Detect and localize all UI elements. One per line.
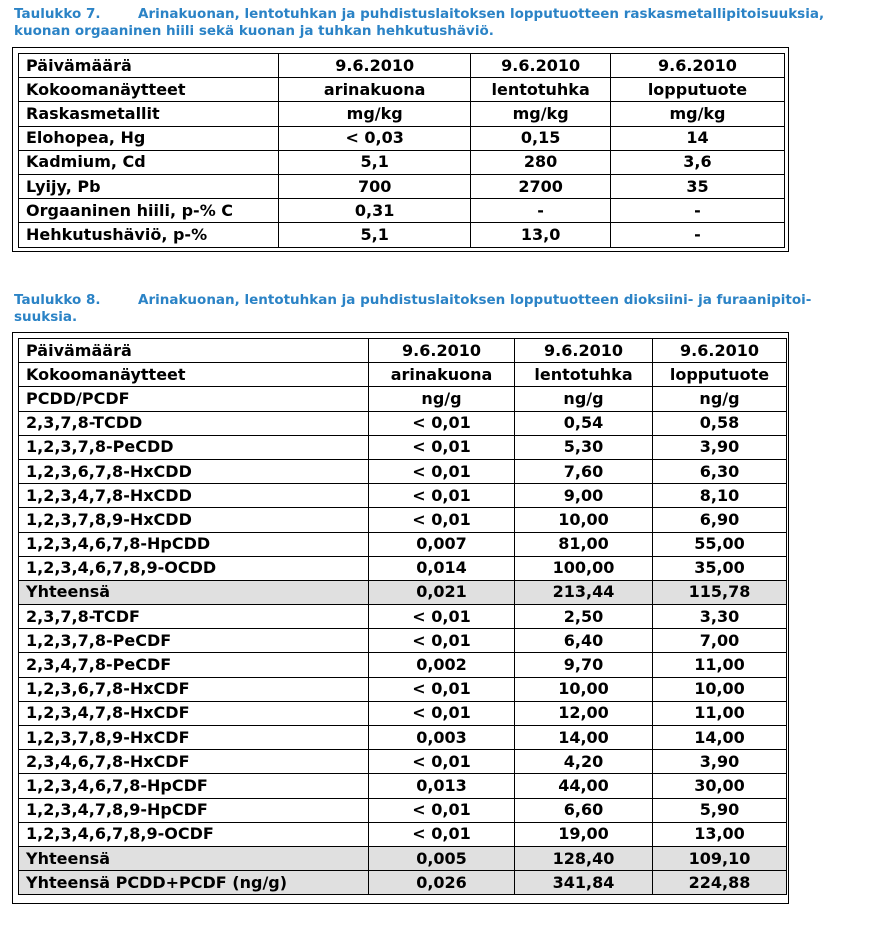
table-row xyxy=(19,605,787,629)
row-label: 1,2,3,4,7,8,9-HpCDF xyxy=(19,798,369,822)
table-row xyxy=(19,174,785,198)
row-label: 2,3,4,7,8-PeCDF xyxy=(19,653,369,677)
table-cell: ng/g xyxy=(369,387,515,411)
table-row xyxy=(19,459,787,483)
table-cell: 35,00 xyxy=(653,556,787,580)
table-cell: ng/g xyxy=(515,387,653,411)
table-cell: 3,30 xyxy=(653,605,787,629)
table8-number: Taulukko 8. xyxy=(14,292,101,308)
table-cell: 55,00 xyxy=(653,532,787,556)
table-cell: < 0,01 xyxy=(369,822,515,846)
table-cell: 3,90 xyxy=(653,435,787,459)
row-label: Raskasmetallit xyxy=(19,102,279,126)
table-cell: 9.6.2010 xyxy=(369,339,515,363)
row-label: 1,2,3,6,7,8-HxCDF xyxy=(19,677,369,701)
table-cell: arinakuona xyxy=(279,78,471,102)
table-cell: 224,88 xyxy=(653,871,787,895)
table-cell: 3,6 xyxy=(610,150,784,174)
row-label: PCDD/PCDF xyxy=(19,387,369,411)
table-cell: 6,30 xyxy=(653,459,787,483)
table-cell: 44,00 xyxy=(515,774,653,798)
table-row xyxy=(19,411,787,435)
table-cell: 5,30 xyxy=(515,435,653,459)
table-cell: < 0,01 xyxy=(369,750,515,774)
table-row xyxy=(19,798,787,822)
row-label: Kokoomanäytteet xyxy=(19,78,279,102)
row-label: Yhteensä PCDD+PCDF (ng/g) xyxy=(19,871,369,895)
table8 xyxy=(18,338,787,895)
table-cell: < 0,01 xyxy=(369,798,515,822)
table-row xyxy=(19,150,785,174)
table-cell: < 0,03 xyxy=(279,126,471,150)
row-label: Kokoomanäytteet xyxy=(19,363,369,387)
table-cell: 6,90 xyxy=(653,508,787,532)
table-cell: 14,00 xyxy=(653,726,787,750)
table-cell: 0,021 xyxy=(369,580,515,604)
table-cell: < 0,01 xyxy=(369,411,515,435)
table-cell: ng/g xyxy=(653,387,787,411)
table-cell: 0,013 xyxy=(369,774,515,798)
table-cell: - xyxy=(610,199,784,223)
row-label: 1,2,3,4,6,7,8-HpCDD xyxy=(19,532,369,556)
table-cell: 10,00 xyxy=(515,677,653,701)
table-row xyxy=(19,126,785,150)
table8-caption xyxy=(14,292,880,326)
table-cell: mg/kg xyxy=(610,102,784,126)
table-cell: 341,84 xyxy=(515,871,653,895)
table-row xyxy=(19,199,785,223)
table-cell: 9,00 xyxy=(515,484,653,508)
table-cell: < 0,01 xyxy=(369,677,515,701)
row-label: 2,3,7,8-TCDD xyxy=(19,411,369,435)
table-row xyxy=(19,846,787,870)
table-cell: 11,00 xyxy=(653,701,787,725)
table-cell: < 0,01 xyxy=(369,435,515,459)
row-label: 1,2,3,7,8-PeCDD xyxy=(19,435,369,459)
table8-caption-text: Arinakuonan, lentotuhkan ja puhdistuslaitoksen lopputuotteen dioksiini- ja furaanipitoi- xyxy=(138,292,812,308)
row-label: Yhteensä xyxy=(19,580,369,604)
table-cell: 9.6.2010 xyxy=(515,339,653,363)
table-cell: 0,31 xyxy=(279,199,471,223)
table-cell: 0,005 xyxy=(369,846,515,870)
table-cell: 5,1 xyxy=(279,150,471,174)
table-row xyxy=(19,339,787,363)
table8-frame xyxy=(12,332,789,904)
table-row xyxy=(19,223,785,247)
table-cell: 14 xyxy=(610,126,784,150)
table-cell: < 0,01 xyxy=(369,459,515,483)
table-row xyxy=(19,822,787,846)
table-cell: 13,0 xyxy=(471,223,611,247)
table-row xyxy=(19,653,787,677)
row-label: Päivämäärä xyxy=(19,54,279,78)
table-cell: 13,00 xyxy=(653,822,787,846)
table-row xyxy=(19,387,787,411)
table-cell: 3,90 xyxy=(653,750,787,774)
table-cell: 14,00 xyxy=(515,726,653,750)
table-cell: 2,50 xyxy=(515,605,653,629)
row-label: 1,2,3,6,7,8-HxCDD xyxy=(19,459,369,483)
table-cell: 9.6.2010 xyxy=(610,54,784,78)
table-cell: 0,007 xyxy=(369,532,515,556)
table-row xyxy=(19,750,787,774)
table-cell: < 0,01 xyxy=(369,508,515,532)
table7-frame xyxy=(12,47,789,252)
table-row xyxy=(19,54,785,78)
table7-caption xyxy=(14,6,880,40)
table-row xyxy=(19,701,787,725)
row-label: Elohopea, Hg xyxy=(19,126,279,150)
table-cell: < 0,01 xyxy=(369,629,515,653)
table-cell: 9.6.2010 xyxy=(471,54,611,78)
row-label: Kadmium, Cd xyxy=(19,150,279,174)
table-cell: 0,15 xyxy=(471,126,611,150)
table-cell: 7,00 xyxy=(653,629,787,653)
table-cell: 6,40 xyxy=(515,629,653,653)
table8-caption-line2: suuksia. xyxy=(14,309,78,325)
table-cell: 280 xyxy=(471,150,611,174)
table-row xyxy=(19,435,787,459)
table-cell: 100,00 xyxy=(515,556,653,580)
table-cell: 11,00 xyxy=(653,653,787,677)
table-cell: lentotuhka xyxy=(515,363,653,387)
row-label: Päivämäärä xyxy=(19,339,369,363)
table-cell: < 0,01 xyxy=(369,605,515,629)
row-label: Orgaaninen hiili, p-% C xyxy=(19,199,279,223)
row-label: 1,2,3,4,7,8-HxCDF xyxy=(19,701,369,725)
table-row xyxy=(19,774,787,798)
row-label: 1,2,3,7,8,9-HxCDD xyxy=(19,508,369,532)
table-cell: 5,1 xyxy=(279,223,471,247)
table-cell: 10,00 xyxy=(515,508,653,532)
table-cell: 128,40 xyxy=(515,846,653,870)
table-row xyxy=(19,556,787,580)
table8-caption-line1 xyxy=(14,292,880,309)
table-cell: lopputuote xyxy=(653,363,787,387)
row-label: 1,2,3,4,7,8-HxCDD xyxy=(19,484,369,508)
row-label: Hehkutushäviö, p-% xyxy=(19,223,279,247)
table-cell: 0,002 xyxy=(369,653,515,677)
table-cell: 30,00 xyxy=(653,774,787,798)
table-cell: 115,78 xyxy=(653,580,787,604)
table-cell: 8,10 xyxy=(653,484,787,508)
table-cell: lentotuhka xyxy=(471,78,611,102)
table-cell: 109,10 xyxy=(653,846,787,870)
table-cell: 213,44 xyxy=(515,580,653,604)
table-row xyxy=(19,629,787,653)
table-row xyxy=(19,677,787,701)
table-cell: 5,90 xyxy=(653,798,787,822)
row-label: 2,3,7,8-TCDF xyxy=(19,605,369,629)
table-row xyxy=(19,580,787,604)
table-row xyxy=(19,363,787,387)
row-label: 1,2,3,7,8,9-HxCDF xyxy=(19,726,369,750)
table7-caption-text: Arinakuonan, lentotuhkan ja puhdistuslaitoksen lopputuotteen raskasmetallipitoisuuksia, xyxy=(138,6,825,22)
table7-number: Taulukko 7. xyxy=(14,6,101,22)
table-cell: 9,70 xyxy=(515,653,653,677)
table-cell: 9.6.2010 xyxy=(653,339,787,363)
row-label: Lyijy, Pb xyxy=(19,174,279,198)
table-cell: 35 xyxy=(610,174,784,198)
table-row xyxy=(19,532,787,556)
table-row xyxy=(19,726,787,750)
table-cell: lopputuote xyxy=(610,78,784,102)
table-cell: 12,00 xyxy=(515,701,653,725)
table-cell: 0,54 xyxy=(515,411,653,435)
table-cell: 9.6.2010 xyxy=(279,54,471,78)
table-cell: 2700 xyxy=(471,174,611,198)
table-row xyxy=(19,508,787,532)
table-cell: 700 xyxy=(279,174,471,198)
table-cell: 0,026 xyxy=(369,871,515,895)
table-cell: 0,58 xyxy=(653,411,787,435)
table-row xyxy=(19,484,787,508)
table-cell: 0,003 xyxy=(369,726,515,750)
table7-caption-line2: kuonan orgaaninen hiili sekä kuonan ja tuhkan hehkutushäviö. xyxy=(14,23,494,39)
table-cell: mg/kg xyxy=(279,102,471,126)
table-cell: 7,60 xyxy=(515,459,653,483)
table7-caption-line1 xyxy=(14,6,880,23)
table-cell: arinakuona xyxy=(369,363,515,387)
table-cell: 0,014 xyxy=(369,556,515,580)
table-cell: < 0,01 xyxy=(369,701,515,725)
table-row xyxy=(19,102,785,126)
table-cell: mg/kg xyxy=(471,102,611,126)
table7 xyxy=(18,53,785,248)
table-cell: 4,20 xyxy=(515,750,653,774)
table-cell: < 0,01 xyxy=(369,484,515,508)
table-cell: 6,60 xyxy=(515,798,653,822)
row-label: 1,2,3,4,6,7,8-HpCDF xyxy=(19,774,369,798)
table-cell: 81,00 xyxy=(515,532,653,556)
row-label: Yhteensä xyxy=(19,846,369,870)
row-label: 1,2,3,4,6,7,8,9-OCDF xyxy=(19,822,369,846)
row-label: 1,2,3,4,6,7,8,9-OCDD xyxy=(19,556,369,580)
table-cell: 19,00 xyxy=(515,822,653,846)
table-cell: 10,00 xyxy=(653,677,787,701)
table-row xyxy=(19,871,787,895)
row-label: 1,2,3,7,8-PeCDF xyxy=(19,629,369,653)
table-cell: - xyxy=(471,199,611,223)
row-label: 2,3,4,6,7,8-HxCDF xyxy=(19,750,369,774)
table-row xyxy=(19,78,785,102)
table-cell: - xyxy=(610,223,784,247)
